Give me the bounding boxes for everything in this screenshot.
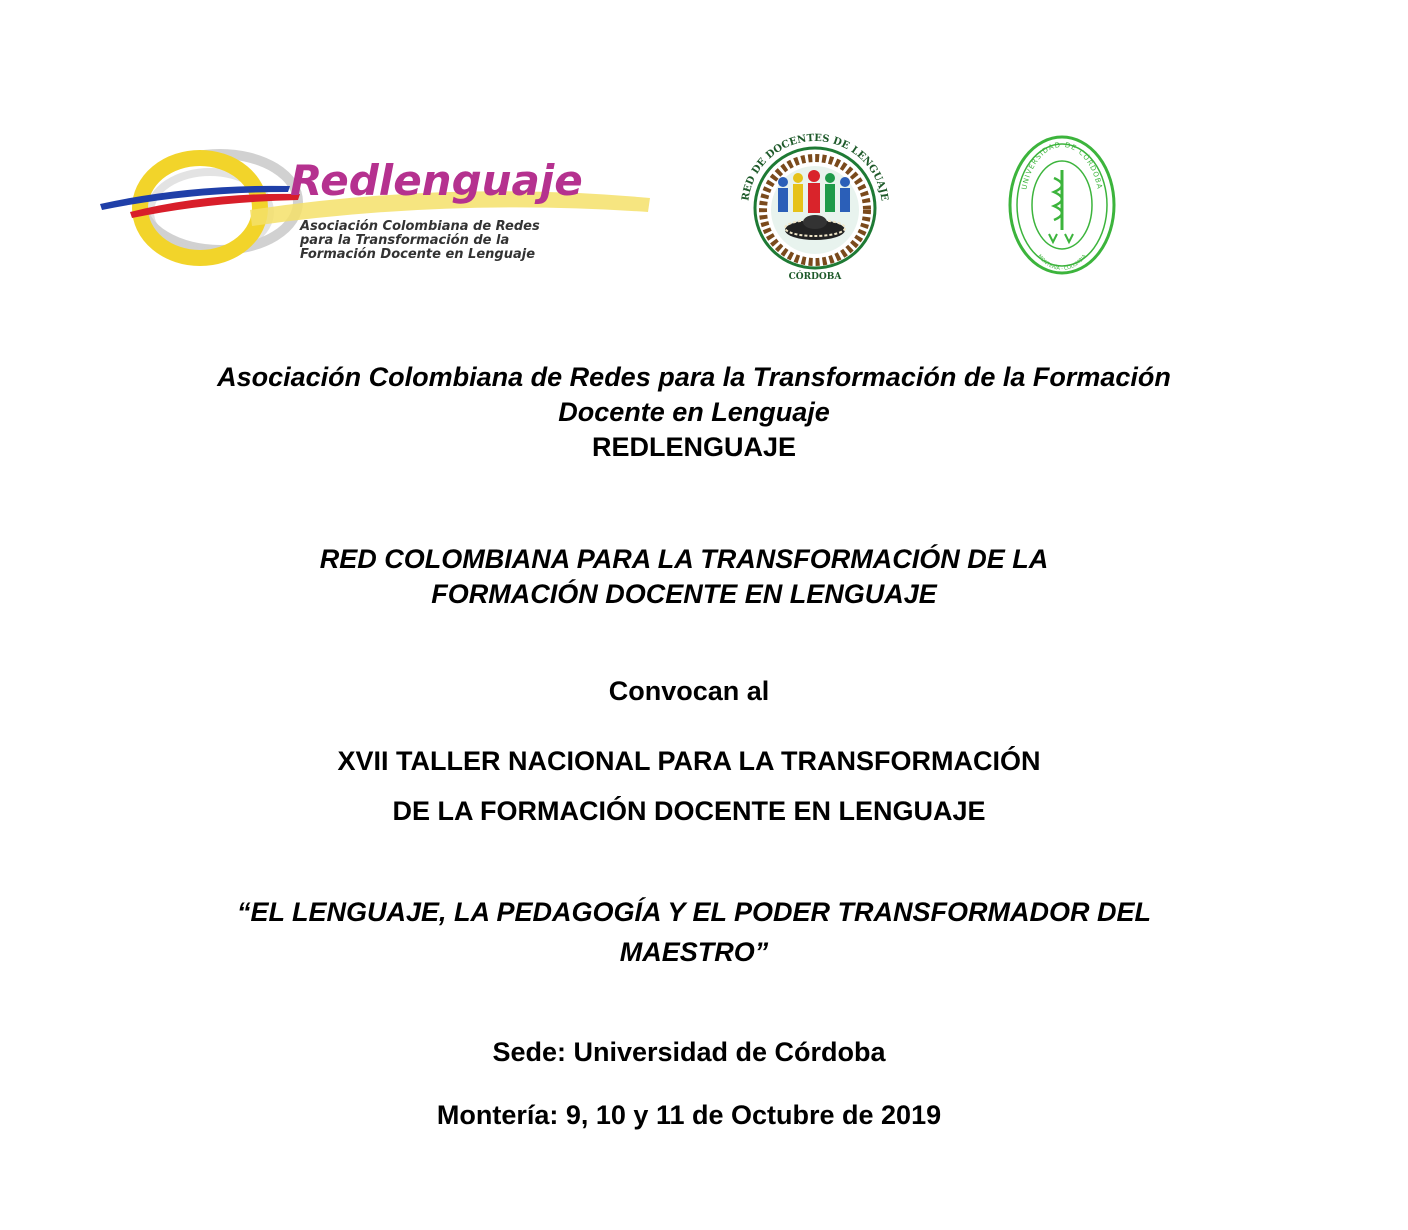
red-docentes-cordoba-seal-icon (728, 130, 903, 285)
org-name-line-1: Asociación Colombiana de Redes para la Transformación de la Formación (217, 362, 1171, 392)
redlenguaje-wordmark: Redlenguaje (290, 156, 583, 205)
motto-line-1: “EL LENGUAJE, LA PEDAGOGÍA Y EL PODER TRANSFORMADOR DEL (236, 897, 1152, 927)
date-text: Montería: 9, 10 y 11 de Octubre de 2019 (436, 1100, 942, 1130)
org-name-line-2: Docente en Lenguaje (558, 397, 830, 427)
red-docentes-cordoba-logo (728, 130, 903, 285)
red-docentes-arc-text: RED DE DOCENTES DE LENGUAJE (740, 132, 890, 202)
universidad-arc-text: UNIVERSIDAD DE CÓRDOBA (1020, 140, 1104, 191)
org-acronym: REDLENGUAJE (591, 432, 797, 462)
redlenguaje-logo (100, 140, 660, 275)
event-title-line-2: DE LA FORMACIÓN DOCENTE EN LENGUAJE (392, 796, 986, 826)
motto-line-2: MAESTRO” (619, 937, 769, 967)
redlenguaje-subtitle-line-1: Asociación Colombiana de Redes (300, 219, 540, 234)
redlenguaje-subtitle-line-3: Formación Docente en Lenguaje (300, 247, 536, 262)
redlenguaje-subtitle-line-2: para la Transformación de la (300, 233, 510, 248)
venue-text: Sede: Universidad de Córdoba (492, 1037, 886, 1067)
event-title-line-1: XVII TALLER NACIONAL PARA LA TRANSFORMACIÓN (337, 746, 1041, 776)
convocan-text: Convocan al (608, 676, 770, 706)
globe-swoosh-logo-icon (100, 140, 660, 275)
universidad-cordoba-logo (1005, 130, 1120, 280)
universidad-cordoba-seal-icon (1005, 130, 1120, 280)
universidad-bottom-text: MONTERÍA · COLOMBIA (1036, 253, 1088, 273)
red-name-line-1: RED COLOMBIANA PARA LA TRANSFORMACIÓN DE LA (319, 544, 1049, 574)
red-docentes-bottom-text: CÓRDOBA (788, 272, 842, 282)
red-name-line-2: FORMACIÓN DOCENTE EN LENGUAJE (431, 579, 937, 609)
